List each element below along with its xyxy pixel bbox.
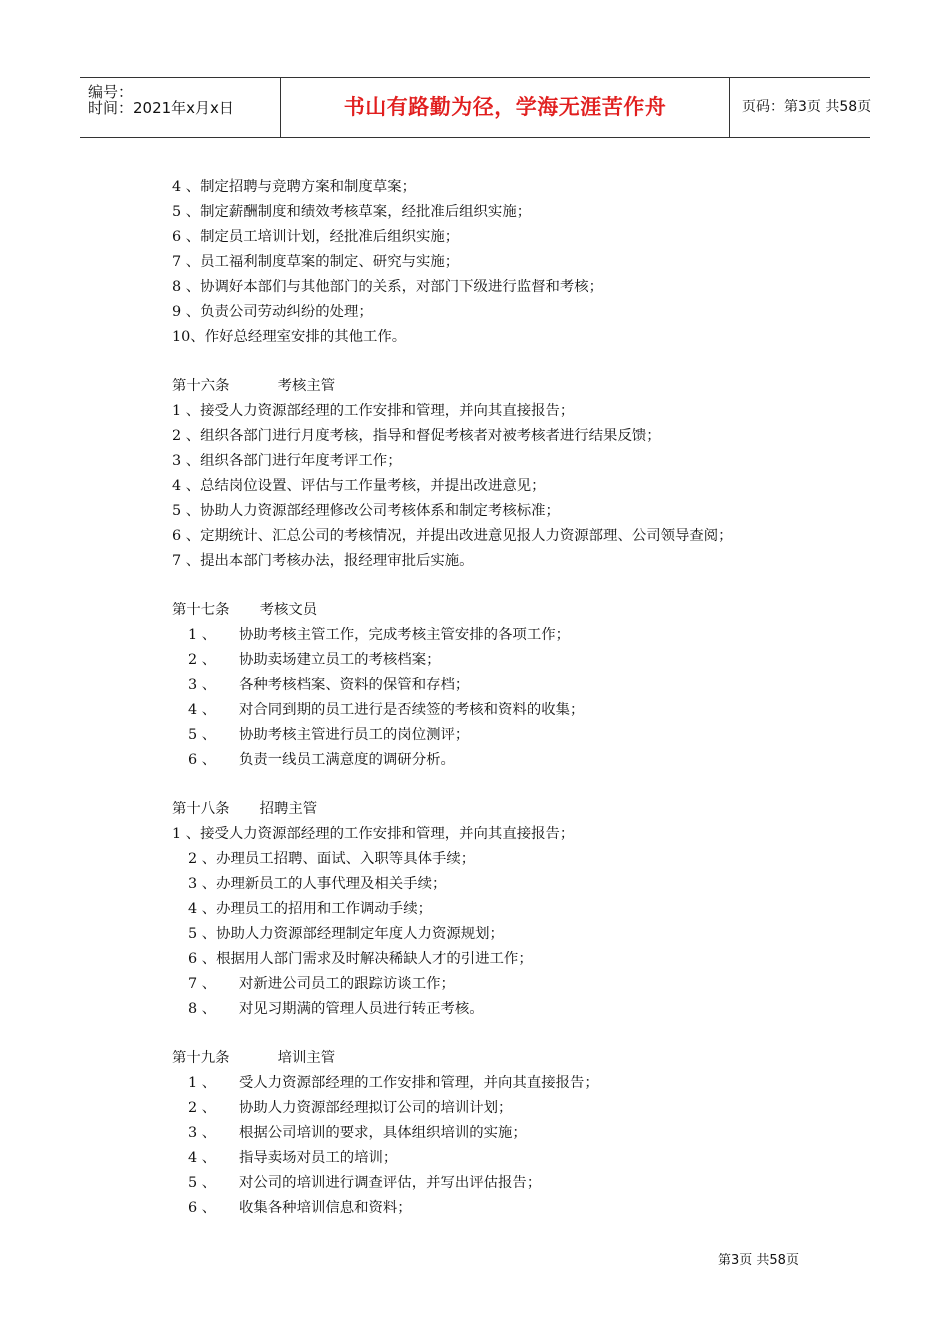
item-text: 对新进公司员工的跟踪访谈工作； xyxy=(239,976,455,992)
item-number: 5 、 xyxy=(188,1175,217,1191)
item-text: 指导卖场对员工的培训； xyxy=(239,1150,398,1166)
header-slogan: 书山有路勤为径，学海无涯苦作舟 xyxy=(280,78,730,137)
list-item xyxy=(172,1121,852,1146)
list-item xyxy=(172,623,852,648)
item-text: 对见习期满的管理人员进行转正考核。 xyxy=(239,1001,484,1017)
list-item: 8 、协调好本部们与其他部门的关系，对部门下级进行监督和考核； xyxy=(172,279,604,295)
item-text: 对公司的培训进行调查评估，并写出评估报告； xyxy=(239,1175,542,1191)
list-item xyxy=(172,723,852,748)
section-19 xyxy=(172,1046,852,1221)
list-item: 5 、协助人力资源部经理制定年度人力资源规划； xyxy=(188,926,504,942)
header-meta xyxy=(80,78,280,137)
item-text: 收集各种培训信息和资料； xyxy=(239,1200,412,1216)
list-item: 1 、接受人力资源部经理的工作安排和管理，并向其直接报告； xyxy=(172,403,575,419)
list-item: 5 、制定薪酬制度和绩效考核草案，经批准后组织实施； xyxy=(172,204,532,220)
list-item xyxy=(172,1071,852,1096)
item-number: 8 、 xyxy=(188,1001,217,1017)
list-item xyxy=(172,748,852,773)
article-number: 第十九条 xyxy=(172,1050,230,1066)
item-number: 3 、 xyxy=(188,1125,217,1141)
item-number: 1 、 xyxy=(188,1075,217,1091)
section-15-list xyxy=(172,175,852,350)
spacer xyxy=(172,350,852,374)
section-heading xyxy=(172,797,852,822)
list-item: 5 、协助人力资源部经理修改公司考核体系和制定考核标准； xyxy=(172,503,560,519)
article-number: 第十八条 xyxy=(172,801,230,817)
list-item: 9 、负责公司劳动纠纷的处理； xyxy=(172,304,373,320)
item-text: 受人力资源部经理的工作安排和管理，并向其直接报告； xyxy=(239,1075,599,1091)
item-text: 对合同到期的员工进行是否续签的考核和资料的收集； xyxy=(239,702,585,718)
section-heading xyxy=(172,598,852,623)
article-title: 考核主管 xyxy=(277,378,336,394)
item-number: 7 、 xyxy=(188,976,217,992)
item-number: 2 、 xyxy=(188,1100,217,1116)
list-item: 6 、制定员工培训计划，经批准后组织实施； xyxy=(172,229,460,245)
article-number: 第十六条 xyxy=(172,378,230,394)
list-item: 4 、总结岗位设置、评估与工作量考核，并提出改进意见； xyxy=(172,478,546,494)
item-number: 1 、 xyxy=(188,627,217,643)
item-text: 协助卖场建立员工的考核档案； xyxy=(239,652,441,668)
list-item xyxy=(172,972,852,997)
page-footer: 第3页 共58页 xyxy=(718,1253,799,1268)
item-text: 根据公司培训的要求，具体组织培训的实施； xyxy=(239,1125,527,1141)
list-item: 1 、接受人力资源部经理的工作安排和管理，并向其直接报告； xyxy=(172,826,575,842)
list-item: 3 、组织各部门进行年度考评工作； xyxy=(172,453,402,469)
section-17 xyxy=(172,598,852,773)
spacer xyxy=(172,574,852,598)
list-item xyxy=(172,997,852,1022)
item-number: 4 、 xyxy=(188,1150,217,1166)
section-heading xyxy=(172,374,852,399)
list-item xyxy=(172,1096,852,1121)
list-item xyxy=(172,648,852,673)
document-number-label: 编号： xyxy=(88,83,134,101)
list-item: 7 、员工福利制度草案的制定、研究与实施； xyxy=(172,254,460,270)
list-item xyxy=(172,673,852,698)
page-header xyxy=(80,77,870,138)
item-number: 3 、 xyxy=(188,677,217,693)
spacer xyxy=(172,1022,852,1046)
spacer xyxy=(172,773,852,797)
list-item: 10、作好总经理室安排的其他工作。 xyxy=(172,329,407,345)
article-number: 第十七条 xyxy=(172,602,230,618)
list-item: 7 、提出本部门考核办法，报经理审批后实施。 xyxy=(172,553,474,569)
list-item: 2 、办理员工招聘、面试、入职等具体手续； xyxy=(188,851,476,867)
list-item: 2 、组织各部门进行月度考核，指导和督促考核者对被考核者进行结果反馈； xyxy=(172,428,661,444)
section-18 xyxy=(172,797,852,1022)
item-text: 协助人力资源部经理拟订公司的培训计划； xyxy=(239,1100,513,1116)
list-item: 6 、定期统计、汇总公司的考核情况，并提出改进意见报人力资源部理、公司领导查阅； xyxy=(172,528,733,544)
item-number: 4 、 xyxy=(188,702,217,718)
item-number: 5 、 xyxy=(188,727,217,743)
list-item: 6 、根据用人部门需求及时解决稀缺人才的引进工作； xyxy=(188,951,533,967)
article-title: 培训主管 xyxy=(277,1050,336,1066)
article-title: 考核文员 xyxy=(259,602,318,618)
item-number: 2 、 xyxy=(188,652,217,668)
article-title: 招聘主管 xyxy=(259,801,318,817)
item-text: 协助考核主管进行员工的岗位测评； xyxy=(239,727,470,743)
list-item: 3 、办理新员工的人事代理及相关手续； xyxy=(188,876,447,892)
item-text: 负责一线员工满意度的调研分析。 xyxy=(239,752,455,768)
list-item: 4 、制定招聘与竞聘方案和制度草案； xyxy=(172,179,416,195)
section-heading xyxy=(172,1046,852,1071)
list-item xyxy=(172,1196,852,1221)
header-page-number: 页码：第3页 共58页 xyxy=(742,99,872,115)
item-number: 6 、 xyxy=(188,752,217,768)
list-item xyxy=(172,1146,852,1171)
list-item xyxy=(172,1171,852,1196)
item-text: 各种考核档案、资料的保管和存档； xyxy=(239,677,470,693)
document-body xyxy=(172,175,852,1221)
list-item xyxy=(172,698,852,723)
item-number: 6 、 xyxy=(188,1200,217,1216)
list-item: 4 、办理员工的招用和工作调动手续； xyxy=(188,901,432,917)
item-text: 协助考核主管工作，完成考核主管安排的各项工作； xyxy=(239,627,570,643)
section-16 xyxy=(172,374,852,574)
document-time-label: 时间：2021年x月x日 xyxy=(88,99,234,117)
